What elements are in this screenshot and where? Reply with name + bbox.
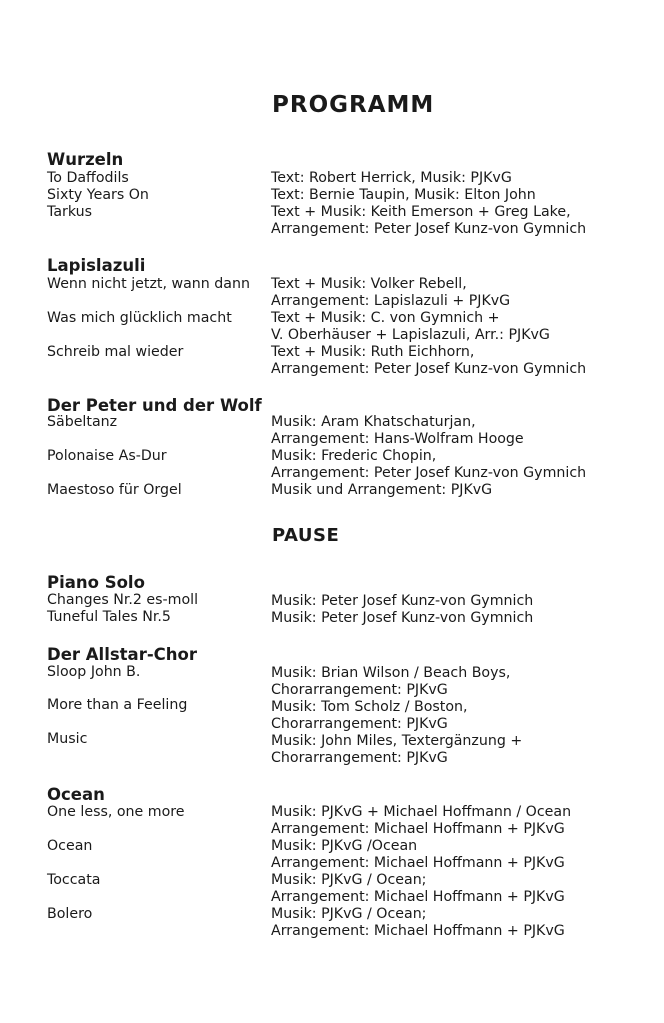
credit-line: Musik: PJKvG /Ocean [271,838,418,854]
credit-line: V. Oberhäuser + Lapislazuli, Arr.: PJKvG [271,327,550,343]
section-heading: Piano Solo [47,573,145,592]
credit-line: Musik: Tom Scholz / Boston, [271,699,468,715]
section-heading: Ocean [47,785,105,804]
piece-title: Toccata [47,872,101,888]
piece-title: Säbeltanz [47,414,118,430]
credit-line: Arrangement: Michael Hoffmann + PJKvG [271,821,565,837]
piece-title: One less, one more [47,804,185,820]
credit-line: Arrangement: Peter Josef Kunz-von Gymnich [271,361,587,377]
credit-line: Musik: PJKvG / Ocean; [271,872,427,888]
credit-line: Arrangement: Peter Josef Kunz-von Gymnich [271,221,587,237]
piece-title: Tuneful Tales Nr.5 [47,609,171,625]
program-title: PROGRAMM [272,92,435,118]
credit-line: Musik: Brian Wilson / Beach Boys, [271,665,511,681]
credit-line: Text: Robert Herrick, Musik: PJKvG [271,170,512,186]
piece-title: Schreib mal wieder [47,344,184,360]
credit-line: Musik: John Miles, Textergänzung + [271,733,523,749]
piece-title: To Daffodils [47,170,129,186]
piece-title: Polonaise As-Dur [47,448,167,464]
credit-line: Musik: Frederic Chopin, [271,448,437,464]
credit-line: Text: Bernie Taupin, Musik: Elton John [271,187,536,203]
credit-line: Musik: PJKvG / Ocean; [271,906,427,922]
credit-line: Chorarrangement: PJKvG [271,750,448,766]
credit-line: Arrangement: Michael Hoffmann + PJKvG [271,889,565,905]
credit-line: Arrangement: Michael Hoffmann + PJKvG [271,855,565,871]
piece-title: Maestoso für Orgel [47,482,182,498]
credit-line: Musik: Peter Josef Kunz-von Gymnich [271,610,534,626]
credit-line: Arrangement: Michael Hoffmann + PJKvG [271,923,565,939]
credit-line: Text + Musik: C. von Gymnich + [271,310,500,326]
credit-line: Text + Musik: Volker Rebell, [271,276,467,292]
piece-title: Wenn nicht jetzt, wann dann [47,276,250,292]
credit-line: Musik und Arrangement: PJKvG [271,482,493,498]
piece-title: Bolero [47,906,93,922]
credit-line: Chorarrangement: PJKvG [271,716,448,732]
piece-title: Sixty Years On [47,187,149,203]
pause-heading: PAUSE [272,525,340,546]
piece-title: Changes Nr.2 es-moll [47,592,199,608]
piece-title: Tarkus [47,204,93,220]
section-heading: Der Peter und der Wolf [47,396,262,415]
credit-line: Arrangement: Hans-Wolfram Hooge [271,431,524,447]
credit-line: Musik: Peter Josef Kunz-von Gymnich [271,593,534,609]
section-heading: Wurzeln [47,150,124,169]
piece-title: Sloop John B. [47,664,141,680]
piece-title: Was mich glücklich macht [47,310,232,326]
credit-line: Chorarrangement: PJKvG [271,682,448,698]
credit-line: Text + Musik: Keith Emerson + Greg Lake, [271,204,571,220]
credit-line: Arrangement: Peter Josef Kunz-von Gymnich [271,465,587,481]
credit-line: Text + Musik: Ruth Eichhorn, [271,344,475,360]
section-heading: Der Allstar-Chor [47,645,198,664]
credit-line: Musik: PJKvG + Michael Hoffmann / Ocean [271,804,572,820]
credit-line: Musik: Aram Khatschaturjan, [271,414,476,430]
piece-title: Music [47,731,88,747]
piece-title: Ocean [47,838,93,854]
section-heading: Lapislazuli [47,256,146,275]
piece-title: More than a Feeling [47,697,188,713]
credit-line: Arrangement: Lapislazuli + PJKvG [271,293,511,309]
